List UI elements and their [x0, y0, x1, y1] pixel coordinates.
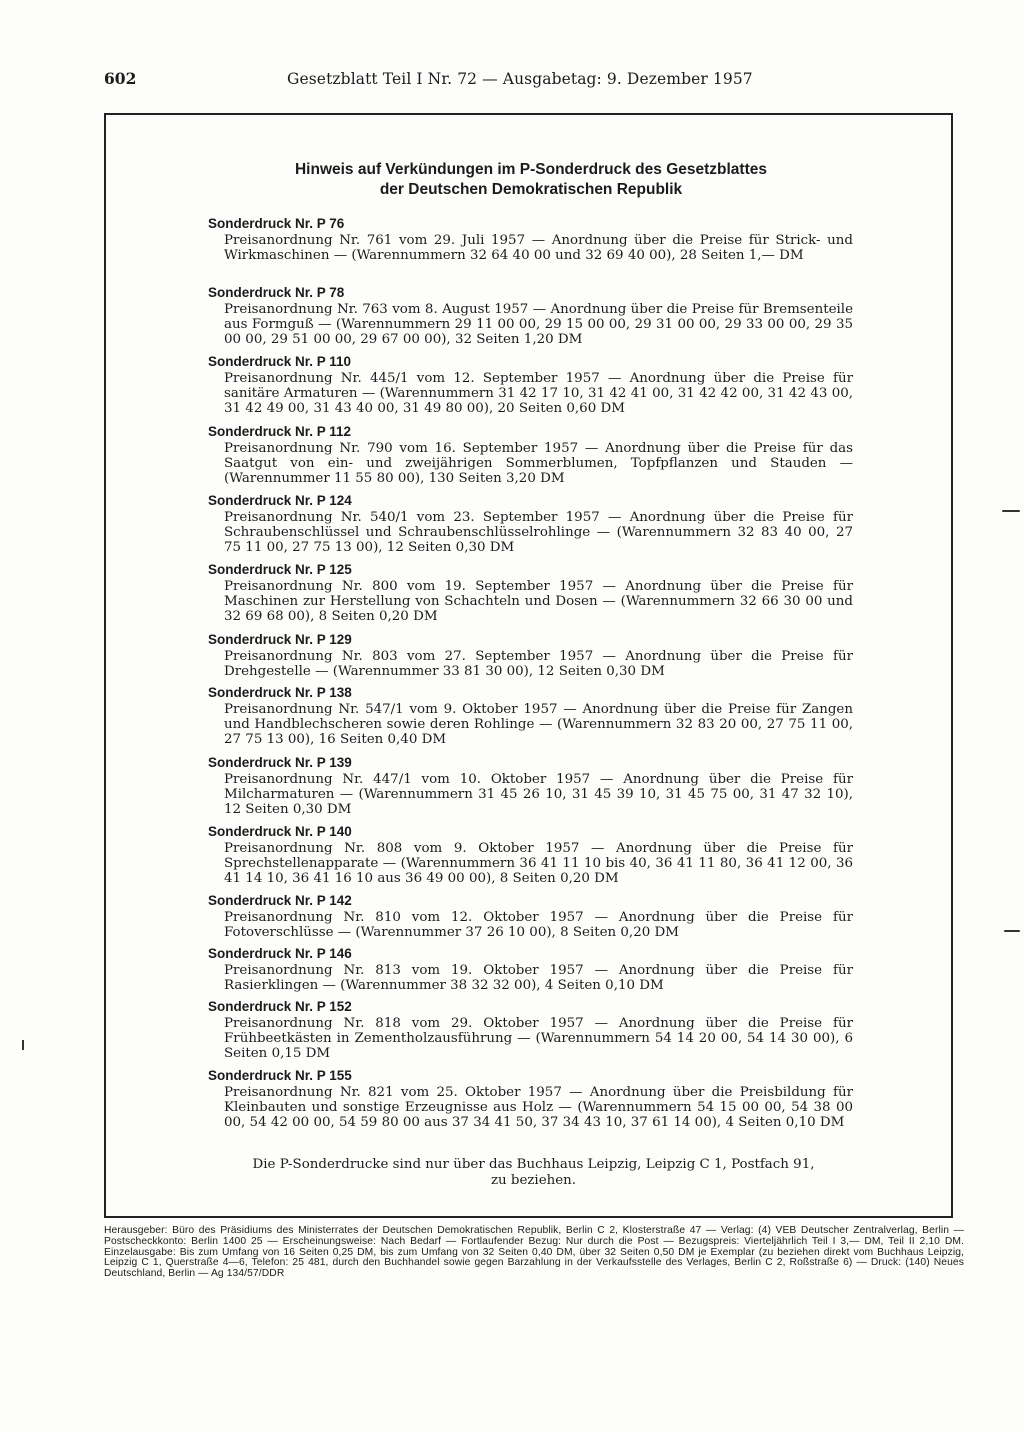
entry-p155 [208, 1068, 853, 1131]
entry-p139 [208, 755, 853, 818]
entry-heading: Sonderdruck Nr. P 76 [208, 216, 345, 231]
notice-title-line-2: der Deutschen Demokratischen Republik [379, 181, 683, 198]
entry-heading: Sonderdruck Nr. P 140 [208, 824, 352, 839]
entry-p112 [208, 424, 853, 487]
entry-p138 [208, 685, 853, 748]
entry-heading: Sonderdruck Nr. P 125 [208, 562, 352, 577]
page-number: 602 [104, 69, 137, 88]
closing-note-line-2: zu beziehen. [490, 1173, 577, 1188]
notice-title-line-1: Hinweis auf Verkündungen im P-Sonderdruck des Gesetzblattes [294, 161, 767, 178]
entry-text: Preisanordnung Nr. 803 vom 27. September 1957 — Anordnung über die Preise für Drehgestelle — (Warennummer 33 81 30 00), 12 Seiten 0,30 DM [224, 649, 853, 680]
entry-p78 [208, 285, 853, 348]
entry-heading: Sonderdruck Nr. P 155 [208, 1068, 352, 1083]
entry-p129 [208, 632, 853, 679]
entry-text: Preisanordnung Nr. 810 vom 12. Oktober 1957 — Anordnung über die Preise für Fotoverschlüsse — (Warennummer 37 26 10 00), 8 Seiten 0,20 DM [224, 910, 853, 941]
entry-p125 [208, 562, 853, 625]
entry-text: Preisanordnung Nr. 547/1 vom 9. Oktober 1957 — Anordnung über die Preise für Zangen und Handblechscheren sowie deren Rohlinge — (Warennummern 32 83 20 00, 27 75 11 00, 27 75 13 00), 16 Seiten 0,40 DM [224, 702, 853, 748]
entry-text: Preisanordnung Nr. 818 vom 29. Oktober 1957 — Anordnung über die Preise für Frühbeetkästen in Zementholzausführung — (Warennummern 54 14 20 00, 54 14 30 00), 6 Seiten 0,15 DM [224, 1016, 853, 1062]
closing-note-line-1: Die P-Sonderdrucke sind nur über das Buchhaus Leipzig, Leipzig C 1, Postfach 91, [252, 1157, 815, 1172]
entry-p124 [208, 493, 853, 556]
entry-heading: Sonderdruck Nr. P 112 [208, 424, 352, 439]
entry-text: Preisanordnung Nr. 790 vom 16. September 1957 — Anordnung über die Preise für das Saatgut von ein- und zweijährigen Sommerblumen, Topfpflanzen und Stauden — (Warennummer 11 55 80 00), 130 Seiten 3,20 DM [224, 441, 853, 487]
entry-text: Preisanordnung Nr. 821 vom 25. Oktober 1957 — Anordnung über die Preisbildung für Kleinbauten und sonstige Erzeugnisse aus Holz — (Warennummern 54 15 00 00, 54 38 00 00, 54 42 00 00, 54 59 80 00 aus 37 34 41 50, 37 34 43 10, 37 61 14 00), 4 Seiten 0,10 DM [224, 1085, 853, 1131]
entry-text: Preisanordnung Nr. 447/1 vom 10. Oktober 1957 — Anordnung über die Preise für Milcharmaturen — (Warennummern 31 45 26 10, 31 45 39 10, 31 45 75 00, 31 47 32 10), 12 Seiten 0,30 DM [224, 772, 853, 818]
entry-heading: Sonderdruck Nr. P 138 [208, 685, 352, 700]
entry-heading: Sonderdruck Nr. P 110 [208, 354, 352, 369]
entry-heading: Sonderdruck Nr. P 139 [208, 755, 352, 770]
margin-mark [22, 1040, 24, 1050]
margin-mark [1002, 510, 1020, 512]
notice-box [104, 113, 953, 1218]
entry-p76 [208, 216, 853, 263]
entry-heading: Sonderdruck Nr. P 78 [208, 285, 345, 300]
entry-text: Preisanordnung Nr. 808 vom 9. Oktober 1957 — Anordnung über die Preise für Sprechstellenapparate — (Warennummern 36 41 11 10 bis 40, 36 41 11 80, 36 41 12 00, 36 41 14 10, 36 41 16 10 aus 36 49 00 00), 8 Seiten 0,20 DM [224, 841, 853, 887]
imprint: Herausgeber: Büro des Präsidiums des Ministerrates der Deutschen Demokratischen Republik, Berlin C 2, Klosterstraße 47 — Verlag: (4) VEB Deutscher Zentralverlag, Berlin — Postscheckkonto: Berlin 1400 25 — Erscheinungsweise: Nach Bedarf — Fortlaufender Bezug: Nur durch die Post — Bezugspreis: Vierteljährlich Teil I 3,— DM, Teil II 2,10 DM. Einzelausgabe: Bis zum Umfang von 16 Seiten 0,25 DM, bis zum Umfang von 32 Seiten 0,40 DM, über 32 Seiten 0,50 DM je Exemplar (zu beziehen direkt vom Buchhaus Leipzig, Leipzig C 1, Querstraße 4—6, Telefon: 25 481, durch den Buchhandel sowie gegen Barzahlung in der Verkaufsstelle des Verlages, Berlin C 2, Roßstraße 6) — Druck: (140) Neues Deutschland, Berlin — Ag 134/57/DDR [104, 1225, 964, 1280]
entry-text: Preisanordnung Nr. 445/1 vom 12. September 1957 — Anordnung über die Preise für sanitäre Armaturen — (Warennummern 31 42 17 10, 31 42 41 00, 31 42 42 00, 31 42 43 00, 31 42 49 00, 31 43 40 00, 31 49 80 00), 20 Seiten 0,60 DM [224, 371, 853, 417]
entry-heading: Sonderdruck Nr. P 146 [208, 946, 352, 961]
entry-text: Preisanordnung Nr. 813 vom 19. Oktober 1957 — Anordnung über die Preise für Rasierklingen — (Warennummer 38 32 32 00), 4 Seiten 0,10 DM [224, 963, 853, 994]
entry-text: Preisanordnung Nr. 800 vom 19. September 1957 — Anordnung über die Preise für Maschinen zur Herstellung von Schachteln und Dosen — (Warennummern 32 66 30 00 und 32 69 68 00), 8 Seiten 0,20 DM [224, 579, 853, 625]
entry-text: Preisanordnung Nr. 540/1 vom 23. September 1957 — Anordnung über die Preise für Schraubenschlüssel und Schraubenschlüsselrohlinge — (Warennummern 32 83 40 00, 27 75 11 00, 27 75 13 00), 12 Seiten 0,30 DM [224, 510, 853, 556]
entry-p142 [208, 893, 853, 940]
entry-p146 [208, 946, 853, 993]
entry-heading: Sonderdruck Nr. P 129 [208, 632, 352, 647]
entry-p152 [208, 999, 853, 1062]
gazette-header-title: Gesetzblatt Teil I Nr. 72 — Ausgabetag: 9. Dezember 1957 [287, 70, 753, 88]
entry-heading: Sonderdruck Nr. P 152 [208, 999, 352, 1014]
entry-text: Preisanordnung Nr. 763 vom 8. August 1957 — Anordnung über die Preise für Bremsenteile aus Formguß — (Warennummern 29 11 00 00, 29 15 00 00, 29 31 00 00, 29 33 00 00, 29 35 00 00, 29 51 00 00, 29 67 00 00), 32 Seiten 1,20 DM [224, 302, 853, 348]
entry-p110 [208, 354, 853, 417]
entry-heading: Sonderdruck Nr. P 124 [208, 493, 352, 508]
entry-text: Preisanordnung Nr. 761 vom 29. Juli 1957 — Anordnung über die Preise für Strick- und Wirkmaschinen — (Warennummern 32 64 40 00 und 32 69 40 00), 28 Seiten 1,— DM [224, 233, 853, 264]
entry-p140 [208, 824, 853, 887]
entry-heading: Sonderdruck Nr. P 142 [208, 893, 352, 908]
margin-mark [1004, 930, 1020, 932]
